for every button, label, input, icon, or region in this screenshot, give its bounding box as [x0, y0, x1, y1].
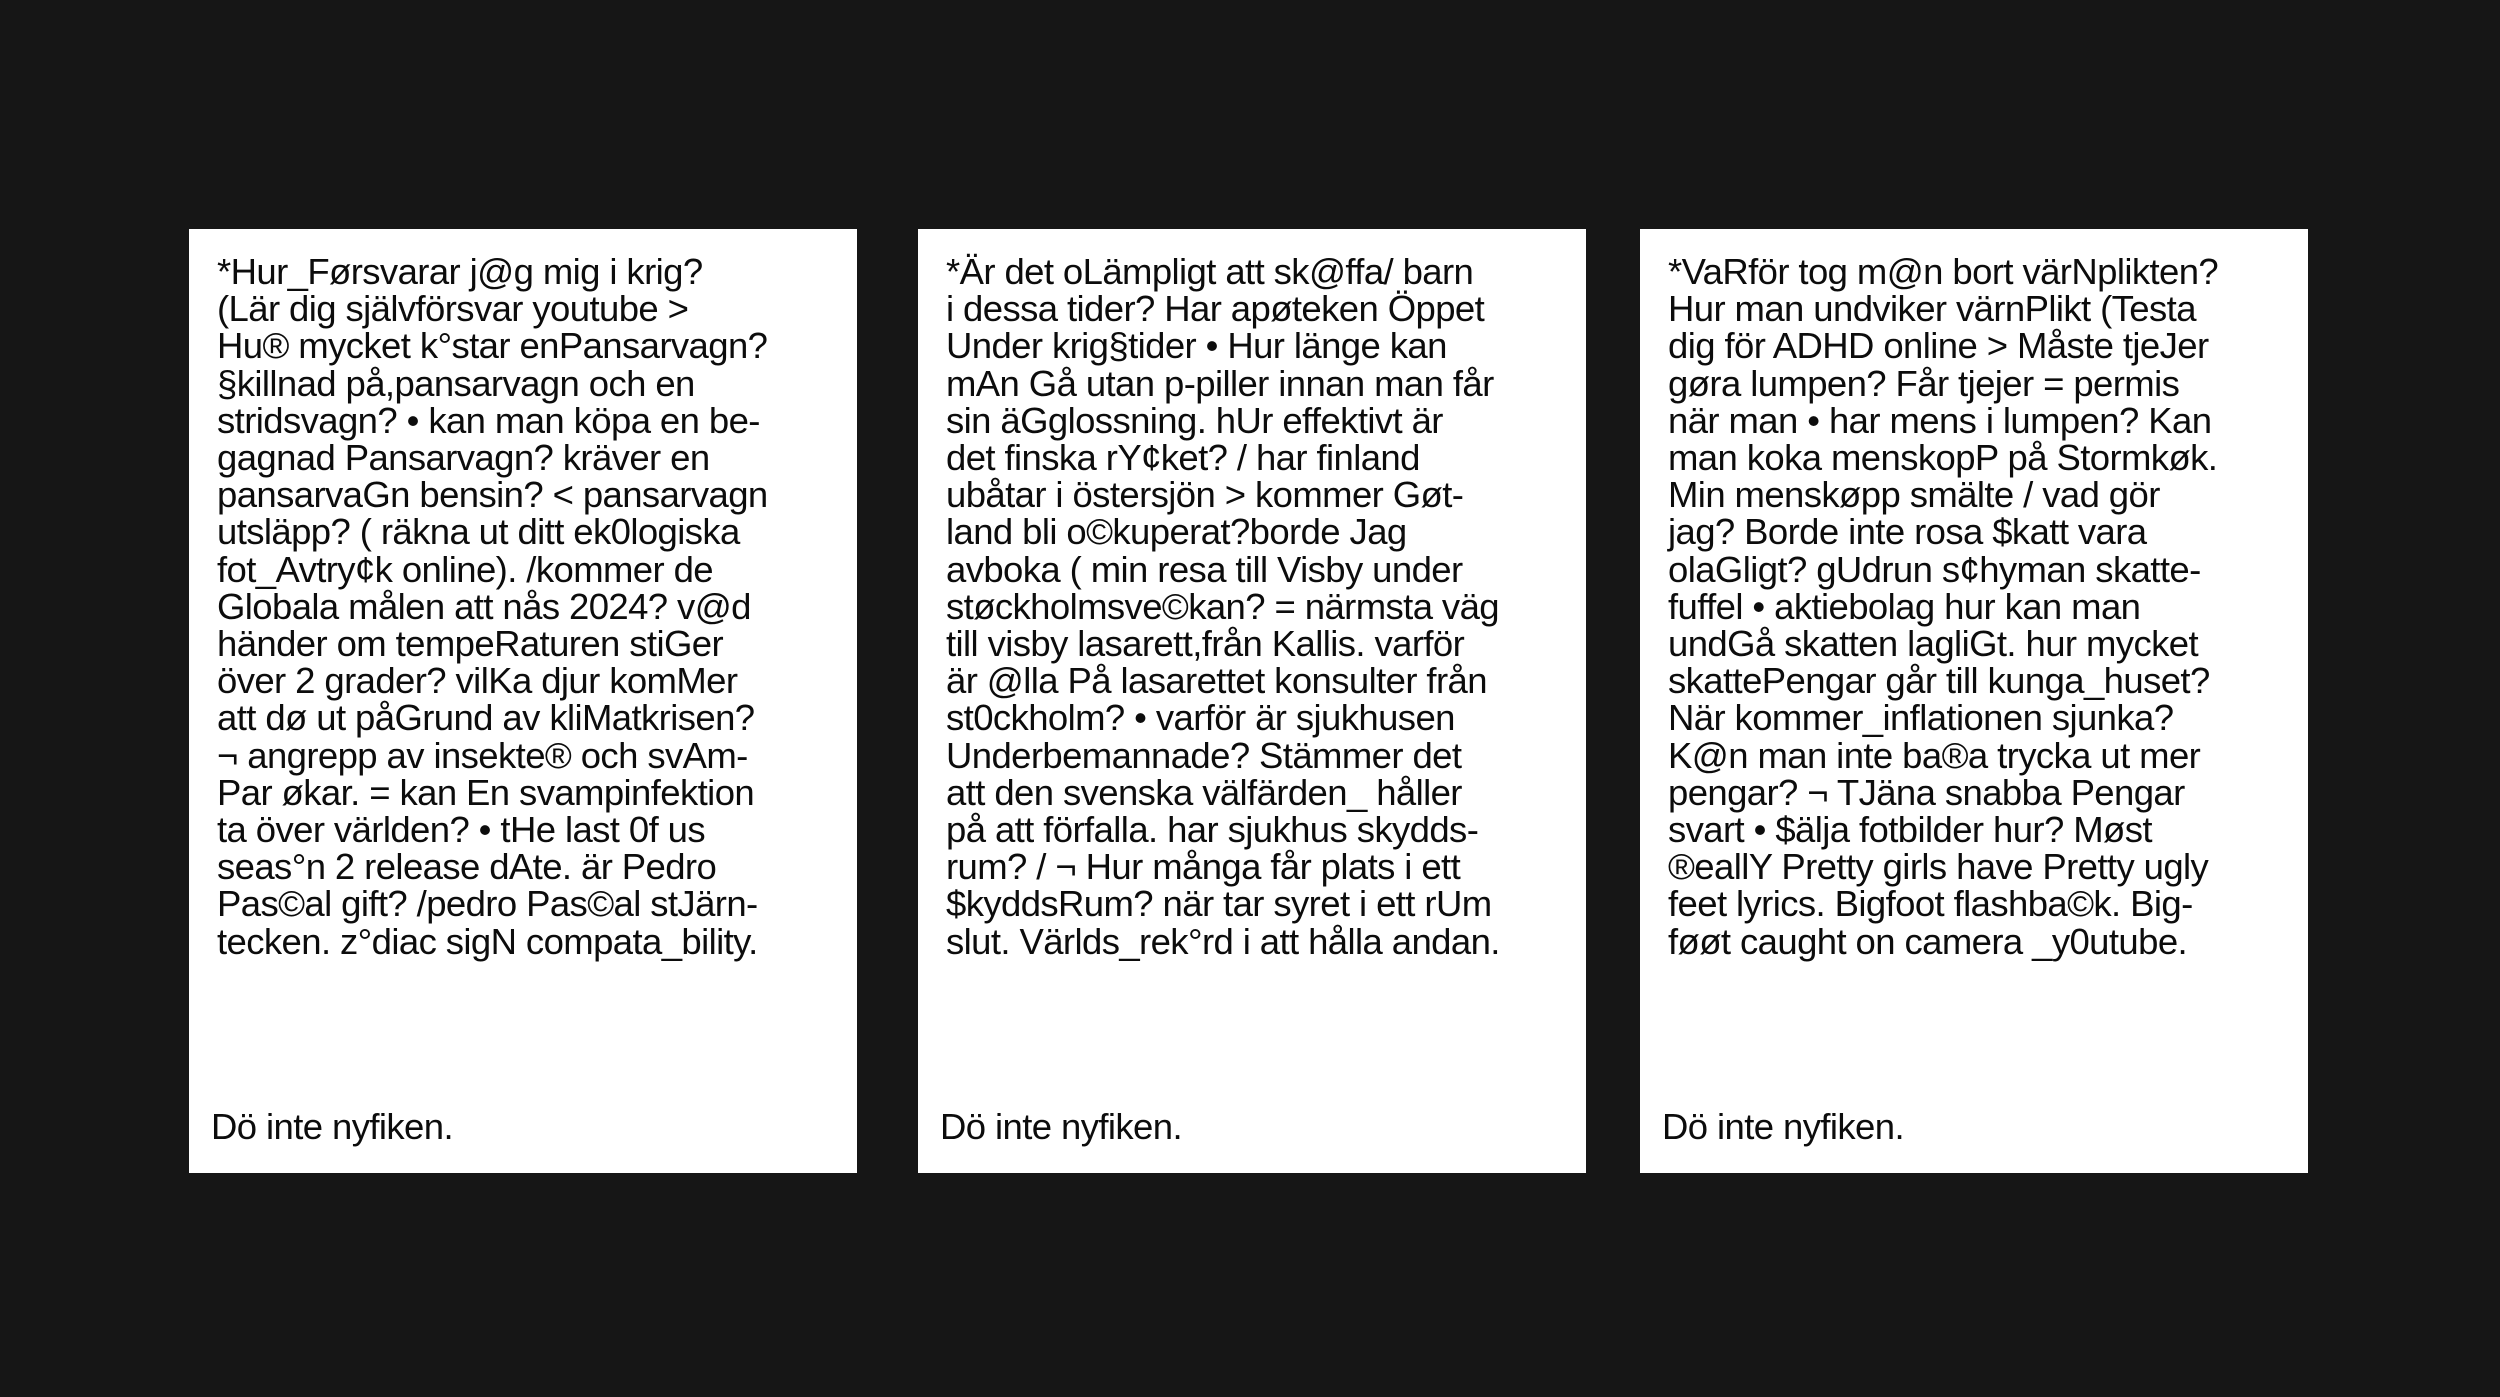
text-line: svart • $älja fotbilder hur? Møst: [1668, 809, 2152, 851]
text-line: Hur man undviker värnPlikt (Testa: [1668, 288, 2196, 330]
text-line: olaGligt? gUdrun s¢hyman skatte-: [1668, 548, 2201, 590]
text-line: feet lyrics. Bigfoot flashba©k. Big-: [1668, 883, 2193, 925]
poster-tagline: Dö inte nyfiken.: [940, 1106, 1182, 1147]
text-line: att dø ut påGrund av kliMatkrisen?: [217, 697, 755, 739]
text-line: händer om tempeRaturen stiGer: [217, 623, 724, 665]
text-line: $kyddsRum? när tar syret i ett rUm: [946, 883, 1492, 925]
text-line: K@n man inte ba®a trycka ut mer: [1668, 734, 2201, 776]
text-line: stridsvagn? • kan man köpa en be-: [217, 399, 760, 441]
poster-3: [1640, 229, 2308, 1173]
poster-tagline: Dö inte nyfiken.: [211, 1106, 453, 1147]
text-line: Min menskøpp smälte / vad gör: [1668, 474, 2160, 516]
text-line: ubåtar i östersjön > kommer Gøt-: [946, 474, 1464, 516]
text-line: utsläpp? ( räkna ut ditt ek0logiska: [217, 511, 740, 553]
text-line: i dessa tider? Har apøteken Öppet: [946, 288, 1485, 330]
text-line: att den svenska välfärden_ håller: [946, 771, 1462, 813]
text-line: över 2 grader? vilKa djur komMer: [217, 660, 738, 702]
text-line: føøt caught on camera _y0utube.: [1668, 920, 2188, 962]
text-line: dig för ADHD online > Måste tjeJer: [1668, 325, 2209, 367]
text-line: ta över världen? • tHe last 0f us: [217, 809, 706, 851]
text-line: skattePengar går till kunga_huset?: [1668, 660, 2210, 702]
poster-body-text: [1668, 253, 2284, 960]
text-line: ®eallY Pretty girls have Pretty ugly: [1668, 846, 2209, 888]
text-line: Hu® mycket k°star enPansarvagn?: [217, 325, 768, 367]
text-line: När kommer_inflationen sjunka?: [1668, 697, 2174, 739]
text-line: pengar? ¬ TJäna snabba Pengar: [1668, 771, 2185, 813]
text-line: seas°n 2 release dAte. är Pedro: [217, 846, 717, 888]
text-line: när man • har mens i lumpen? Kan: [1668, 399, 2212, 441]
text-line: undGå skatten lagliGt. hur mycket: [1668, 623, 2198, 665]
text-line: tecken. z°diac sigN compata_bility.: [217, 920, 758, 962]
text-line: gøra lumpen? Får tjejer = permis: [1668, 362, 2180, 404]
poster-body-text: [946, 253, 1562, 960]
text-line: avboka ( min resa till Visby under: [946, 548, 1463, 590]
text-line: Pas©al gift? /pedro Pas©al stJärn-: [217, 883, 758, 925]
text-line: st0ckholm? • varför är sjukhusen: [946, 697, 1455, 739]
text-line: Globala målen att nås 2024? v@d: [217, 585, 751, 627]
text-line: man koka menskopP på Stormkøk.: [1668, 437, 2218, 479]
text-line: *Hur_Førsvarar j@g mig i krig?: [217, 251, 703, 292]
text-line: Under krig§tider • Hur länge kan: [946, 325, 1447, 367]
text-line: är @lla På lasarettet konsulter från: [946, 660, 1487, 702]
text-line: *Är det oLämpligt att sk@ffa/ barn: [946, 251, 1474, 292]
text-line: Underbemannade? Stämmer det: [946, 734, 1462, 776]
text-line: (Lär dig självförsvar youtube >: [217, 288, 689, 330]
text-line: land bli o©kuperat?borde Jag: [946, 511, 1407, 553]
text-line: pansarvaGn bensin? < pansarvagn: [217, 474, 768, 516]
text-line: §killnad på,pansarvagn och en: [217, 362, 695, 404]
text-line: jag? Borde inte rosa $katt vara: [1668, 511, 2147, 553]
text-line: gagnad Pansarvagn? kräver en: [217, 437, 710, 479]
text-line: mAn Gå utan p-piller innan man får: [946, 362, 1494, 404]
text-line: på att förfalla. har sjukhus skydds-: [946, 809, 1479, 851]
text-line: det finska rY¢ket? / har finland: [946, 437, 1420, 479]
text-line: Par økar. = kan En svampinfektion: [217, 771, 755, 813]
text-line: fuffel • aktiebolag hur kan man: [1668, 585, 2141, 627]
poster-1: [189, 229, 857, 1173]
text-line: ¬ angrepp av insekte® och svAm-: [217, 734, 748, 776]
poster-tagline: Dö inte nyfiken.: [1662, 1106, 1904, 1147]
text-line: slut. Världs_rek°rd i att hålla andan.: [946, 920, 1500, 962]
text-line: till visby lasarett,från Kallis. varför: [946, 623, 1465, 665]
text-line: støckholmsve©kan? = närmsta väg: [946, 585, 1499, 627]
text-line: *VaRför tog m@n bort värNplikten?: [1668, 251, 2219, 292]
poster-2: [918, 229, 1586, 1173]
text-line: rum? / ¬ Hur många får plats i ett: [946, 846, 1461, 888]
poster-body-text: [217, 253, 833, 960]
text-line: fot_Avtry¢k online). /kommer de: [217, 548, 714, 590]
text-line: sin äGglossning. hUr effektivt är: [946, 399, 1443, 441]
